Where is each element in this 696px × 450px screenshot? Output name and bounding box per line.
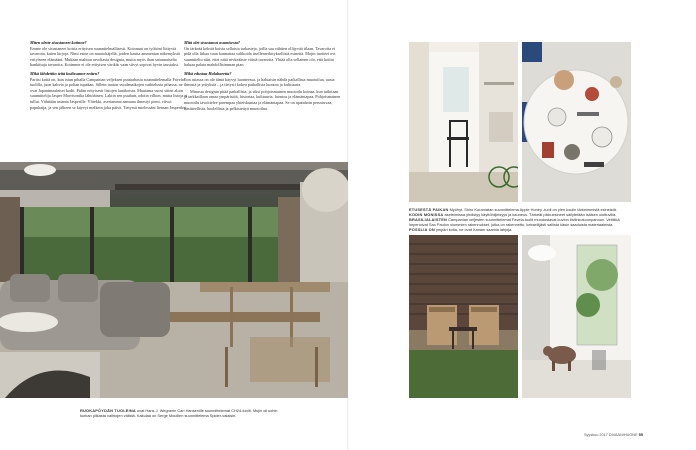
caption-lead: POSSLIA ON xyxy=(409,227,435,232)
question: Mikä lähdettiin teitä kodissanne eniten? xyxy=(30,70,100,76)
caption-text: asetelmissa yhdistyy käyttöhiljeisyys ja kauneus. Tärkeät pikkuesineet säilytetään isäisen ulottuvilla. xyxy=(444,212,617,217)
interview-column-left xyxy=(30,40,188,111)
doorway-illustration xyxy=(409,42,518,202)
page-number: 55 xyxy=(638,433,643,437)
folio-magazine: DIVAANIHUONE xyxy=(608,433,638,437)
photo-caption-right xyxy=(409,207,631,232)
caption-lead: ETUSESTÄ PAIKAN xyxy=(409,207,449,212)
caption-text: Myöhyt, Shiro Kuramatan suunnittelema Apple Honey -tuoli on ylen koulin tärkeimmistä esineistä. xyxy=(449,207,617,212)
page-folio xyxy=(584,433,643,437)
caption-lead: RUOKAPÖYDÄN TUOLEINA xyxy=(80,408,136,413)
pig-illustration xyxy=(522,235,631,398)
answer: Pariisi kotiä on, kun istun pihalla Campanian veljeksen puutarhasta suunnittelemalla Favela-tuolilla, juon kahvia ja poltan tupakan. Sillein tuoton vuodenaikojen vaihtelusta pihassa, ne ovat Japanimaalaiset kodit. Pidän erityisesti listojen laatikoista. Muutama vuosi sitten aloin suunnittelija Jasper Morrisonilta lähtöäinen. Lakiin sen puuhun, odotin vilkon, mutta listoja ei tullut. Vähitään asianta Jasperille. Ylitekki, aseriaruma aamuna ilmestyi pieni, viivoi papukaija, ja sen jälkeen se käyvyt melkein joka päivä. Tietyssä mielessäni liensan Jasperiksi. xyxy=(30,76,188,110)
question: Miten olette sisustaneet kotinne? xyxy=(30,40,87,45)
answer: On tärkeää keksiä koista sellaisia tarkasteja, joilla saa vähiten ollijyvää tilaan. Tavaroita ei pidä olla liikaa vaan kannattaa valikoida itsellemerkityksellisiä esineitä. Mojin tuotteet ovt suunniteltu niin, ettei niitä nivkeääste väistä tavaroita. Yhtää olla sellainen olo, että kotiin haluaa palata mahdollisimman pian. xyxy=(184,45,336,68)
pig-figure-photo xyxy=(522,235,631,398)
interview-column-right xyxy=(184,40,342,112)
photo-caption-left xyxy=(80,408,280,418)
living-room-illustration xyxy=(0,162,348,398)
caption-text: ympäri kotia, ne ovat Xanam saamia lahjoja. xyxy=(435,227,513,232)
caption-text: Campanian veljesten suunnittelemat Favela-tuolit muodostavat kuvion tiiviinkokoonpanoon. Veitikkä imperioivat Sao Paulon slummien rakennukset, jotka on rakennettu, keksellijästi saliista käsin saaduista materiaaleista. xyxy=(409,217,620,227)
question: Mitä olet sisustanut asumisesta? xyxy=(184,40,240,45)
caption-lead: BRASILIALAISTEN xyxy=(409,217,448,222)
answer: Emme ole sisustaneet koista erityisen suunnitelmallisesti. Kotonani on työhöni liittyviä tavaroita, kuten kirjoja. Nimi esine on muotokäjellä, joiden kautta ammentan näkemyksiä erityiseen elämääni. Mukaan mahtuu arvokasta designia, mutta myös ihan satunnaiselta hankittuja tavaroita. Kotimme ei ole erityisen värikäs vaan siivyt sopivat hyvin taustaksi. xyxy=(30,45,180,68)
caption-lead: KODIN MONISSA xyxy=(409,212,444,217)
caption-text: ovat Hans J. Wegnerin Carl Hansenille suunnittelemat CH24-tuolit. Mujin oli sohin kurkan pilkasta vaihtojen välistä. Kakulaa on Serge Mouillen suunnittelema Spider-valaisin. xyxy=(80,408,278,418)
question: Mikä edustaa Halaharetta? xyxy=(184,70,232,76)
doorway-chair-photo xyxy=(409,42,518,202)
plate-illustration xyxy=(522,42,631,202)
answer: Ilon asiassa on ole tämä käyvyt luonteessa, ja haluaisin nähdä paikallista muotoilua, uusia ihmisiä ja yrityksiä – ja tietysti kokea paikallista luontoa ja kulttuuria. xyxy=(184,76,335,88)
bench-illustration xyxy=(409,235,518,398)
answer: Minusta designin pitää paikallisia, ja siksi pohjoismainen muotoilu koinaa, kun tutkitaan ja tarkkaillaan omaa ympäristöä, historiaa, kulttuuria, luontoa ja elämäntapaa. Pohjoismainen muotoilu tavoittelee parempaa yhteiskuntaa ja elämäntapaa. Se on apatahoin perustuvaa, käsitteellistä, hoolellista ja pelkistettyä muotoilua. xyxy=(184,88,341,111)
favela-chairs-photo xyxy=(409,235,518,398)
objects-plate-photo xyxy=(522,42,631,202)
living-room-photo xyxy=(0,162,348,398)
folio-issue: Syyskuu 2017 xyxy=(584,433,608,437)
